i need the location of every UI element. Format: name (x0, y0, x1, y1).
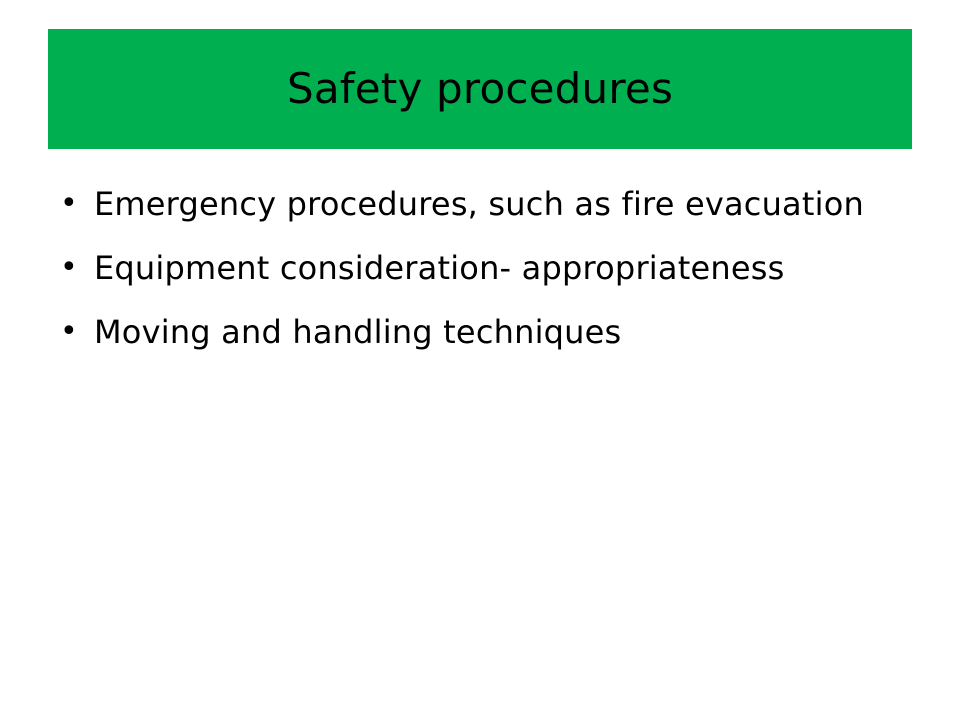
slide-title: Safety procedures (286, 64, 674, 113)
bullet-dot-icon: • (60, 186, 78, 221)
bullet-text: Moving and handling techniques (94, 313, 622, 351)
bullet-text: Equipment consideration- appropriateness (94, 249, 785, 287)
bullet-dot-icon: • (60, 314, 78, 349)
bullet-item-emergency (60, 180, 880, 228)
bullet-dot-icon: • (60, 250, 78, 285)
bullet-text: Emergency procedures, such as fire evacuation (94, 185, 864, 223)
bullet-list (60, 180, 880, 372)
bullet-item-equipment (60, 244, 880, 292)
bullet-item-moving (60, 308, 880, 356)
title-bar (48, 29, 912, 149)
